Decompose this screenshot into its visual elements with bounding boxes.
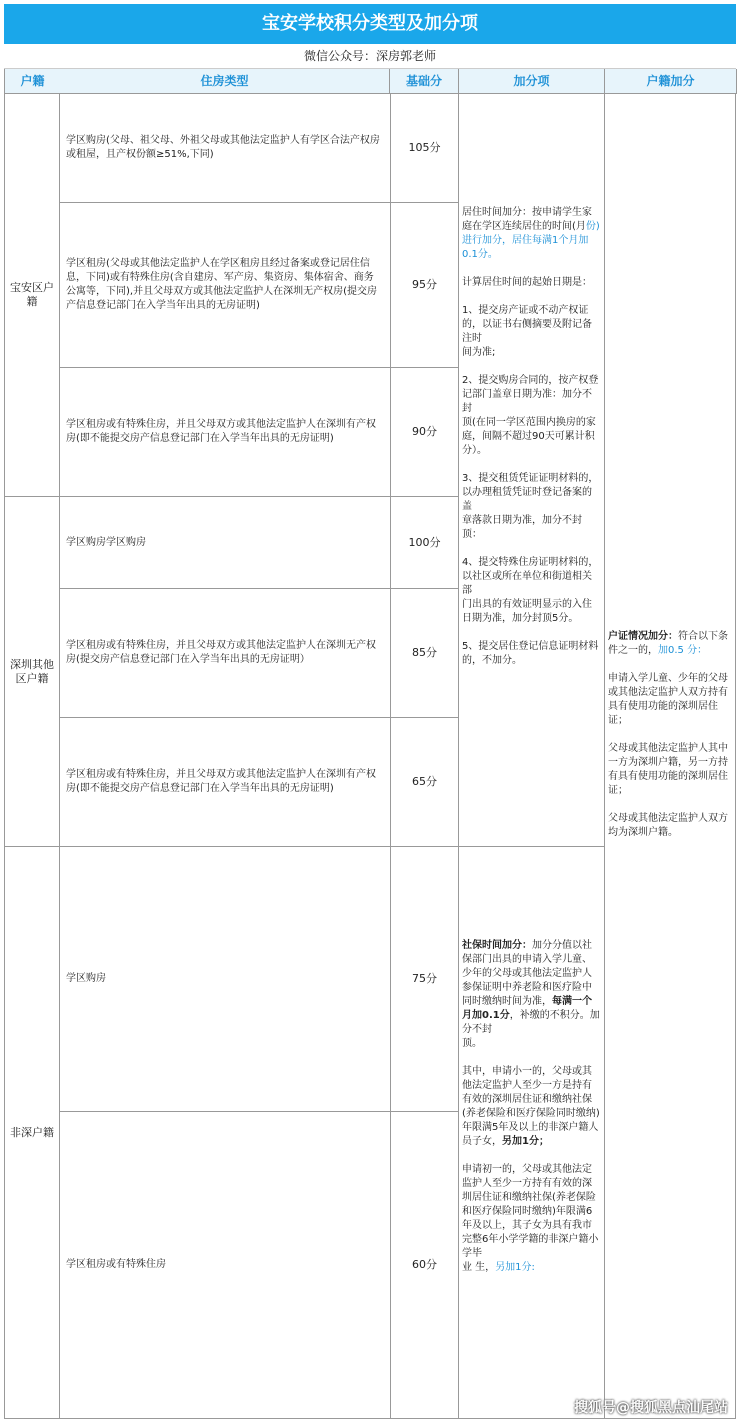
header-bonus: 加分项 <box>459 69 605 94</box>
hukou-text-1: 符合以下条件之一的， <box>608 631 728 656</box>
hukou-text-4: 父母或其他法定监护人双方 均为深圳户籍。 <box>608 813 728 838</box>
table-row: 学区租房(父母或其他法定监护人在学区租房且经过备案或登记居住信息，下同)或有特殊住房(含自建房、军产房、集资房、集体宿舍、商务公寓等，下同),并且父母双方或其他法定监护人在深圳无产权房(提交房产信息登记部门在入学当年出具的无房证明) <box>60 203 391 368</box>
score-cell: 75分 <box>391 847 459 1112</box>
hukou-title: 户证情况加分： <box>608 631 678 642</box>
residence-text-1-blue: 份)进行加分，居住每满1个月加0.1分。 <box>462 221 600 260</box>
subtitle: 微信公众号：深房郭老师 <box>4 44 736 69</box>
social-text-4: 申请初一的，父母或其他法定监护人至少一方持有有效的深圳居住证和缴纳社保(养老保险和医疗保险同时缴纳)年限满6年及以上，其子女为具有我市完整6年小学学籍的非深户籍小学毕 业 生， <box>462 1164 599 1273</box>
table-row: 学区租房或有特殊住房，并且父母双方或其他法定监护人在深圳有产权房(即不能提交房产信息登记部门在入学当年出具的无房证明) <box>60 368 391 497</box>
score-cell: 105分 <box>391 94 459 203</box>
group-shenzhen-other: 深圳其他区户籍 <box>4 497 60 847</box>
score-cell: 85分 <box>391 589 459 718</box>
social-text-4-blue: 另加1分: <box>495 1262 535 1273</box>
table-row: 学区购房学区购房 <box>60 497 391 589</box>
residence-text-1: 居住时间加分：按申请学生家庭在学区连续居住的时间(月 <box>462 207 592 232</box>
social-text-2: ，补缴的不积分。加分不封 顶。 <box>462 1010 600 1049</box>
table-row: 学区购房 <box>60 847 391 1112</box>
social-text-3: 其中，申请小一的，父母或其他法定监护人至少一方是持有有效的深圳居住证和缴纳社保(养老保险和医疗保险同时缴纳)年限满5年及以上的非深户籍人员子女， <box>462 1066 600 1147</box>
group-baoan: 宝安区户籍 <box>4 94 60 497</box>
residence-text-6: 4、提交特殊住房证明材料的，以社区或所在单位和街道相关部 门出具的有效证明显示的入住日期为准，加分封顶5分。 <box>462 557 599 624</box>
table-row: 学区租房或有特殊住房 <box>60 1112 391 1419</box>
group-non-shenzhen: 非深户籍 <box>4 847 60 1419</box>
table-row: 学区租房或有特殊住房，并且父母双方或其他法定监护人在深圳无产权房(提交房产信息登记部门在入学当年出具的无房证明） <box>60 589 391 718</box>
score-cell: 90分 <box>391 368 459 497</box>
hukou-text-1-blue: 加0.5 分： <box>658 645 708 656</box>
social-text-3-bold: 另加1分； <box>502 1136 549 1147</box>
bonus-hukou <box>605 94 736 1419</box>
residence-text-5: 3、提交租赁凭证证明材料的，以办理租赁凭证时登记备案的盖 章落款日期为准，加分不封顶： <box>462 473 599 540</box>
bonus-social <box>459 847 605 1419</box>
score-cell: 60分 <box>391 1112 459 1419</box>
table-row: 学区租房或有特殊住房，并且父母双方或其他法定监护人在深圳有产权房(即不能提交房产信息登记部门在入学当年出具的无房证明) <box>60 718 391 847</box>
page-title: 宝安学校积分类型及加分项 <box>4 4 736 44</box>
score-cell: 100分 <box>391 497 459 589</box>
social-text-1-bold: 每满一个月加0.1分 <box>462 996 592 1021</box>
residence-text-4: 2、提交购房合同的，按产权登记部门盖章日期为准：加分不封 顶(在同一学区范围内换房的家庭，间隔不超过90天可累计积 分）。 <box>462 375 599 456</box>
social-title: 社保时间加分： <box>462 940 532 951</box>
header-hukou: 户籍 <box>4 69 61 94</box>
residence-text-3: 1、提交房产证或不动产权证的，以证书右侧摘要及附记备注时 间为准; <box>462 305 592 358</box>
header-score: 基础分 <box>390 69 459 94</box>
watermark: 搜狐号@搜狐黑点汕尾站 <box>574 1400 728 1416</box>
bonus-residence <box>459 94 605 847</box>
social-text-1: 加分分值以社保部门出具的申请入学儿童、少年的父母或其他法定监护人参保证明中养老险和医疗险中同时缴纳时间为准， <box>462 940 592 1007</box>
header-housing: 住房类型 <box>60 69 390 94</box>
hukou-text-2: 申请入学儿童、少年的父母或其他法定监护人双方持有具有使用功能的深圳居住证； <box>608 673 728 726</box>
hukou-text-3: 父母或其他法定监护人其中一方为深圳户籍，另一方持有具有使用功能的深圳居住证； <box>608 743 728 796</box>
header-hukou-bonus: 户籍加分 <box>605 69 737 94</box>
residence-text-2: 计算居住时间的起始日期是： <box>462 277 592 288</box>
table-row: 学区购房(父母、祖父母、外祖父母或其他法定监护人有学区合法产权房或租屋，且产权份额≥51%,下同) <box>60 94 391 203</box>
score-cell: 65分 <box>391 718 459 847</box>
residence-text-7: 5、提交居住登记信息证明材料的，不加分。 <box>462 641 599 666</box>
score-cell: 95分 <box>391 203 459 368</box>
